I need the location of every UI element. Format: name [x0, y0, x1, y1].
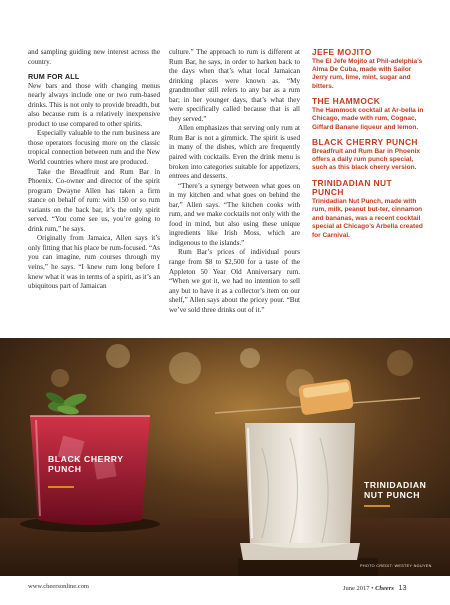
paragraph: Especially valuable to the rum business are those operators focusing more on the classic tropical connection between rum and the New World countries where most are produced.	[28, 129, 160, 167]
caption-title: THE HAMMOCK	[312, 96, 381, 107]
photo-label-trinidadian-nut-punch: TRINIDADIAN NUT PUNCH	[364, 480, 427, 500]
article-column-1	[28, 48, 160, 292]
caption-sidebar	[312, 48, 426, 246]
paragraph: Originally from Jamaica, Allen says it’s only fitting that his place be rum-focused. “As you can imagine, rum courses through my veins,” he says. “I knew rum long before I knew what it was in terms of a spirit, as it’s an ubiquitous part of Jamaican	[28, 234, 160, 291]
paragraph: culture.” The approach to rum is different at Rum Bar, he says, in order to harken back to the days when that’s what local Jamaican drinking places were known as. “My grandmother still refers to any bar as a rum bar; in her younger days, that’s what they were specifically called because that is all they served.”	[169, 48, 300, 123]
paragraph: New bars and those with changing menus nearly always include one or two rum-based drinks. This is not only to provide breadth, but also because rum is a relatively inexpensive product to use compared to other spirits.	[28, 81, 160, 128]
caption-body: Trinidadian Nut Punch, made with rum, milk, peanut but-ter, cinnamon and bananas, was a recent cocktail special at Chicago’s Arbella created for Carnival.	[312, 198, 423, 239]
caption-title: JEFE MOJITO	[312, 47, 372, 57]
paragraph: Allen emphasizes that serving only rum at Rum Bar is not a gimmick. The spirit is used in many of the dishes, which are frequently paired with cocktails. Even the drink menu is broken into categories suitable for appetizers, entrees and desserts.	[169, 124, 300, 181]
caption-body: The Hammock cocktail at Ar-bella in Chicago, made with rum, Cognac, Giffard Banane liqueur and lemon.	[312, 106, 424, 131]
photo-label-black-cherry-punch: BLACK CHERRY PUNCH	[48, 454, 124, 474]
caption-title: BLACK CHERRY PUNCH	[312, 137, 418, 148]
footer-url: www.cheersonline.com	[28, 583, 89, 590]
paragraph: Take the Breadfruit and Rum Bar in Phoenix. Co-owner and director of the spirit program Dwayne Allen has taken a firm stance on behalf of rum: with 150 or so rum variants on the back bar, it’s the only spirit served. “You come see us, you’re going to drink rum,” he says.	[28, 167, 160, 233]
paragraph: and sampling guiding new interest across the country.	[28, 48, 160, 66]
caption-body: The El Jefe Mojito at Phil-adelphia’s Alma De Cuba, made with Sailor Jerry rum, lime, mint, sugar and bitters.	[312, 57, 423, 90]
label-underline	[48, 486, 74, 488]
photo-credit: PHOTO CREDIT: WESTEY NGUYEN	[360, 564, 432, 568]
paragraph: Rum Bar’s prices of individual pours range from $8 to $2,500 for a taste of the Appleton 50 Year Old Anniversary rum. “When we got it, we had no intention to sell any but to have it as a collector’s item on our shelf,” Allen says about the pricey pour. “But we’ve sold three drinks out of it.”	[169, 248, 300, 314]
paragraph: “There’s a synergy between what goes on in my kitchen and what goes on behind the bar,” Allen says. “The kitchen cooks with rum, and we make cocktails not only with the food in mind, but also using these unique ingredients like Irish Moss, which are indigenous to the islands.”	[169, 181, 300, 247]
caption-title: TRINIDADIAN NUT PUNCH	[312, 177, 392, 198]
section-subhead: RUM FOR ALL	[28, 72, 80, 82]
caption-body: Breadfruit and Rum Bar in Phoenix offers a daily rum punch special, such as this black cherry version.	[312, 147, 420, 172]
footer-date: June 2017 •	[343, 585, 374, 592]
label-underline	[364, 505, 390, 507]
magazine-name: Cheers	[375, 585, 394, 592]
article-column-2	[169, 48, 300, 315]
footer-folio	[343, 583, 406, 592]
page-number: 13	[398, 583, 407, 592]
